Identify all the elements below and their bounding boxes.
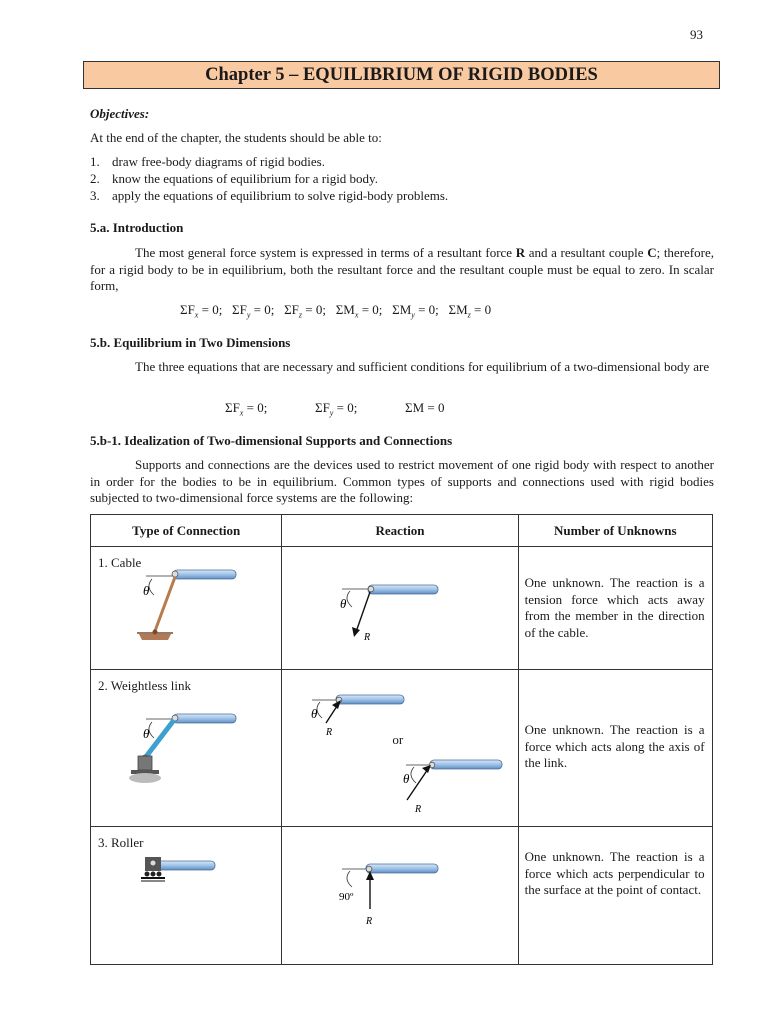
equilibrium-equation-m: ΣM = 0 — [405, 400, 445, 415]
header-unknowns: Number of Unknowns — [518, 515, 712, 547]
page-number: 93 — [690, 27, 703, 42]
reaction-R-label: R — [364, 632, 371, 643]
cable-reaction-diagram — [282, 547, 518, 669]
chapter-title: Chapter 5 – EQUILIBRIUM OF RIGID BODIES — [83, 61, 720, 89]
introduction-paragraph: The most general force system is expressed in terms of a resultant force R and a resultant couple C; therefore, for a rigid body to be in equilibrium, both the resultant force and the resultant couple must be equal to zero. In scalar form, — [90, 245, 714, 293]
theta-label: θ — [311, 706, 318, 721]
roller-reaction-diagram — [282, 827, 518, 964]
objective-item: 1. draw free-body diagrams of rigid bodies. — [90, 154, 325, 169]
roller-support-diagram — [91, 827, 282, 964]
reaction-R-label: R — [415, 804, 422, 815]
two-dimensions-paragraph: The three equations that are necessary and sufficient conditions for equilibrium of a two-dimensional body are — [135, 359, 710, 374]
table-row — [91, 547, 713, 670]
supports-paragraph: Supports and connections are the devices used to restrict movement of one rigid body with respect to another in order for the bodies to be in equilibrium. Common types of supports and connections used with rigid bodies subjected to two-dimensional force systems are the following: — [90, 457, 714, 505]
link-reaction-diagram — [282, 670, 518, 826]
theta-label: θ — [143, 726, 150, 741]
theta-label: θ — [403, 771, 410, 786]
table-row — [91, 827, 713, 965]
header-type: Type of Connection — [91, 515, 282, 547]
theta-label: θ — [340, 596, 347, 611]
objectives-intro: At the end of the chapter, the students should be able to: — [90, 130, 382, 145]
link-support-diagram — [91, 670, 282, 826]
unknowns-description: One unknown. The reaction is a tension force which acts away from the member in the direction of the cable. — [524, 575, 705, 640]
connection-type-label: 1. Cable — [98, 555, 142, 570]
or-label: or — [392, 732, 404, 747]
reaction-R-label: R — [326, 727, 333, 738]
equilibrium-equations-3d: $\Sigma F_x = 0$; $\Sigma F_y = 0$; $\Sigma F_z = 0$; $\Sigma M_x = 0$; $\Sigma M_y = 0$; $\Sigma M_z = 0$ — [180, 302, 492, 320]
unknowns-description: One unknown. The reaction is a force which acts along the axis of the link. — [524, 722, 705, 770]
table-row — [91, 670, 713, 827]
section-heading-two-dimensions: 5.b. Equilibrium in Two Dimensions — [90, 335, 291, 350]
supports-table — [90, 514, 713, 965]
equilibrium-equation-fy: $\Sigma F_y = 0$; — [315, 400, 358, 418]
connection-type-label: 3. Roller — [98, 835, 144, 850]
table-header-row — [91, 515, 713, 547]
connection-type-label: 2. Weightless link — [98, 678, 191, 693]
section-heading-supports: 5.b-1. Idealization of Two-dimensional Supports and Connections — [90, 433, 453, 448]
objectives-heading: Objectives: — [90, 106, 150, 121]
reaction-R-label: R — [366, 916, 373, 927]
cable-support-diagram — [91, 547, 282, 669]
objectives-list — [90, 153, 448, 204]
theta-label: θ — [143, 583, 150, 598]
objective-item: 2. know the equations of equilibrium for a rigid body. — [90, 171, 378, 186]
objective-item: 3. apply the equations of equilibrium to solve rigid-body problems. — [90, 188, 449, 203]
equilibrium-equation-fx: $\Sigma F_x = 0$; — [225, 400, 268, 418]
unknowns-description: One unknown. The reaction is a force which acts perpendicular to the surface at the point of contact. — [524, 849, 705, 897]
ninety-degree-label: 90º — [339, 891, 354, 903]
section-heading-introduction: 5.a. Introduction — [90, 220, 184, 235]
header-reaction: Reaction — [282, 515, 518, 547]
